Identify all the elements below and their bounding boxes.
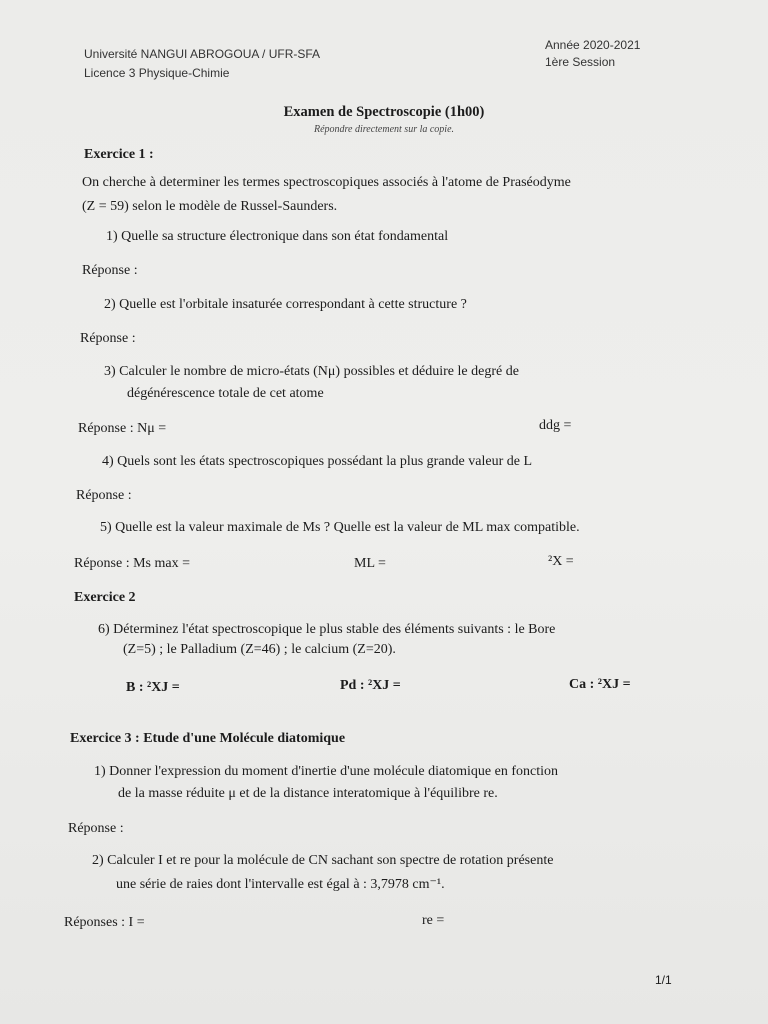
exercise-3-heading: Exercice 3 : Etude d'une Molécule diatomique (70, 731, 346, 746)
response-1-2-label: Réponse : (80, 331, 136, 346)
question-2-6-line2: (Z=5) ; le Palladium (Z=46) ; le calcium (Z=20). (123, 642, 396, 657)
response-1-5-ms: Réponse : Ms max = (74, 556, 190, 571)
response-1-5-ml: ML = (354, 556, 386, 571)
response-3-1-label: Réponse : (68, 821, 124, 836)
question-3-1-line2: de la masse réduite μ et de la distance interatomique à l'équilibre re. (118, 786, 498, 801)
question-3-1-line1: 1) Donner l'expression du moment d'inertie d'une molécule diatomique en fonction (94, 764, 559, 779)
response-1-4-label: Réponse : (76, 488, 132, 503)
licence-label: Licence 3 Physique-Chimie (84, 66, 230, 80)
exam-instruction: Répondre directement sur la copie. (313, 124, 455, 135)
answer-calcium: Ca : ²XJ = (569, 677, 631, 692)
question-1-1: 1) Quelle sa structure électronique dans son état fondamental (106, 229, 449, 244)
question-1-3-line1: 3) Calculer le nombre de micro-états (Nμ) possibles et déduire le degré de (104, 364, 519, 379)
exercise-1-intro-line2: (Z = 59) selon le modèle de Russel-Saunders. (82, 199, 338, 214)
response-1-1-label: Réponse : (82, 263, 138, 278)
response-3-2-distance: re = (422, 913, 445, 928)
academic-year: Année 2020-2021 (545, 38, 641, 52)
exercise-1-intro-line1: On cherche à determiner les termes spectroscopiques associés à l'atome de Praséodyme (82, 175, 571, 190)
question-1-4: 4) Quels sont les états spectroscopiques possédant la plus grande valeur de L (102, 454, 533, 469)
exercise-2-heading: Exercice 2 (74, 590, 136, 605)
question-3-2-line1: 2) Calculer I et re pour la molécule de CN sachant son spectre de rotation présente (92, 853, 554, 868)
response-1-3-ddg: ddg = (539, 418, 572, 433)
exercise-1-heading: Exercice 1 : (84, 147, 154, 162)
response-1-3-nmu: Réponse : Nμ = (78, 421, 167, 436)
question-3-2-line2: une série de raies dont l'intervalle est égal à : 3,7978 cm⁻¹. (116, 877, 445, 892)
answer-bore: B : ²XJ = (126, 680, 180, 695)
response-1-5-term: ²X = (548, 554, 574, 569)
university-name: Université NANGUI ABROGOUA / UFR-SFA (84, 47, 321, 61)
question-1-3-line2: dégénérescence totale de cet atome (127, 386, 324, 401)
question-2-6-line1: 6) Déterminez l'état spectroscopique le plus stable des éléments suivants : le Bore (98, 622, 556, 637)
response-3-2-inertia: Réponses : I = (64, 915, 145, 930)
page-number: 1/1 (655, 973, 672, 987)
session-label: 1ère Session (545, 55, 616, 69)
answer-palladium: Pd : ²XJ = (340, 678, 401, 693)
question-1-2: 2) Quelle est l'orbitale insaturée correspondant à cette structure ? (104, 297, 467, 312)
exam-title: Examen de Spectroscopie (1h00) (283, 104, 485, 120)
question-1-5: 5) Quelle est la valeur maximale de Ms ? Quelle est la valeur de ML max compatible. (100, 520, 580, 535)
